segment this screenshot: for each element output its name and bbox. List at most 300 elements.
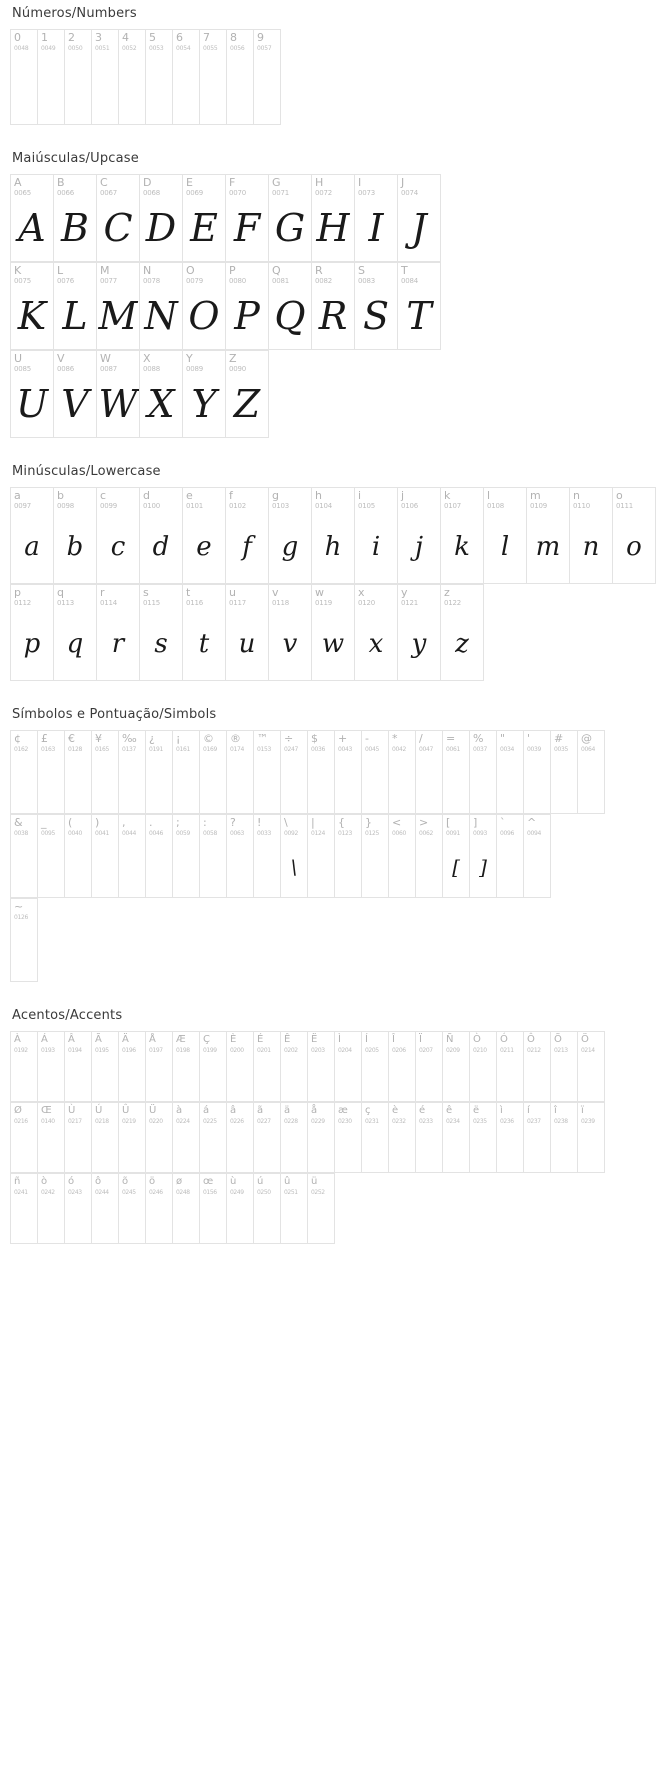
glyph-cell[interactable] (140, 263, 183, 350)
glyph-code-label: 0085 (14, 365, 32, 373)
glyph-cell[interactable] (227, 1032, 254, 1102)
glyph-char-label: Ù (68, 1105, 76, 1116)
glyph-cell[interactable] (11, 1032, 38, 1102)
glyph-cell[interactable] (54, 585, 97, 681)
glyph-char-label: Ü (149, 1105, 157, 1116)
glyph-char-label: = (446, 732, 456, 745)
glyph-cell[interactable] (308, 1032, 335, 1102)
glyph-cell[interactable] (200, 30, 227, 125)
glyph-preview (92, 1125, 118, 1173)
glyph-cell[interactable] (416, 1032, 443, 1102)
glyph-char-label: Ú (95, 1105, 103, 1116)
glyph-cell[interactable] (362, 1103, 389, 1173)
glyph-preview (578, 1054, 604, 1102)
glyph-code-label: 0217 (68, 1118, 82, 1125)
glyph-cell[interactable] (281, 1032, 308, 1102)
glyph-cell[interactable] (312, 175, 355, 262)
glyph-cell[interactable] (308, 1174, 335, 1244)
glyph-cell[interactable] (92, 30, 119, 125)
glyph-code-label: 0053 (149, 45, 164, 52)
glyph-cell[interactable] (173, 1103, 200, 1173)
glyph-preview: I (368, 206, 384, 250)
glyph-cell[interactable] (11, 30, 38, 125)
glyph-cell[interactable] (183, 175, 226, 262)
glyph-code-label: 0156 (203, 1189, 217, 1196)
glyph-code-label: 0153 (257, 746, 272, 753)
glyph-preview (227, 52, 253, 114)
glyph-preview (281, 1054, 307, 1102)
glyph-cell[interactable] (497, 1032, 524, 1102)
glyph-char-label: â (230, 1105, 237, 1116)
glyph-cell[interactable] (269, 263, 312, 350)
glyph-preview (11, 1196, 37, 1244)
glyph-cell[interactable] (11, 1174, 38, 1244)
glyph-preview (308, 1196, 334, 1244)
glyph-cell[interactable] (470, 1103, 497, 1173)
glyph-code-label: 0098 (57, 502, 75, 510)
glyph-code-label: 0192 (14, 1047, 28, 1054)
glyph-cell[interactable] (11, 1103, 38, 1173)
glyph-char-label: Q (272, 264, 281, 277)
glyph-cell[interactable] (200, 1032, 227, 1102)
glyph-preview (362, 755, 388, 810)
glyph-preview (200, 1054, 226, 1102)
glyph-cell[interactable] (54, 263, 97, 350)
glyph-preview (119, 755, 145, 810)
glyph-cell[interactable] (146, 30, 173, 125)
glyph-cell[interactable] (173, 1032, 200, 1102)
glyph-cell[interactable] (11, 175, 54, 262)
glyph-char-label: w (315, 586, 324, 599)
glyph-cell[interactable] (200, 1103, 227, 1173)
glyph-cell[interactable] (200, 815, 227, 898)
glyph-preview: o (626, 532, 642, 562)
glyph-cell[interactable] (470, 731, 497, 814)
glyph-cell[interactable] (11, 731, 38, 814)
glyph-cell[interactable] (54, 175, 97, 262)
glyph-preview (38, 1054, 64, 1102)
glyph-preview: j (414, 532, 424, 562)
glyph-code-label: 0227 (257, 1118, 271, 1125)
glyph-preview: u (238, 629, 256, 659)
glyph-char-label: û (284, 1176, 291, 1187)
glyph-cell[interactable] (281, 731, 308, 814)
glyph-preview (335, 839, 361, 894)
glyph-cell[interactable] (119, 1174, 146, 1244)
glyph-cell[interactable] (227, 30, 254, 125)
glyph-cell[interactable] (119, 1032, 146, 1102)
glyph-cell[interactable] (200, 731, 227, 814)
glyph-code-label: 0084 (401, 277, 419, 285)
glyph-code-label: 0211 (500, 1047, 514, 1054)
glyph-code-label: 0042 (392, 746, 407, 753)
glyph-cell[interactable] (524, 1103, 551, 1173)
glyph-preview (11, 839, 37, 894)
glyph-cell[interactable] (65, 1032, 92, 1102)
glyph-char-label: Ì (338, 1034, 341, 1045)
glyph-cell[interactable] (497, 1103, 524, 1173)
glyph-char-label: g (272, 489, 279, 502)
glyph-cell[interactable] (362, 815, 389, 898)
glyph-code-label: 0137 (122, 746, 137, 753)
glyph-code-label: 0219 (122, 1118, 136, 1125)
glyph-char-label: è (392, 1105, 399, 1116)
glyph-code-label: 0225 (203, 1118, 217, 1125)
glyph-code-label: 0195 (95, 1047, 109, 1054)
glyph-cell[interactable] (570, 488, 613, 584)
glyph-cell[interactable] (97, 175, 140, 262)
glyph-preview (65, 52, 91, 114)
glyph-cell[interactable] (146, 815, 173, 898)
glyph-cell[interactable] (389, 815, 416, 898)
glyph-preview (254, 1125, 280, 1173)
glyph-char-label: k (444, 489, 451, 502)
glyph-code-label: 0104 (315, 502, 333, 510)
glyph-cell[interactable] (484, 488, 527, 584)
glyph-cell[interactable] (355, 175, 398, 262)
glyph-code-label: 0233 (419, 1118, 433, 1125)
glyph-char-label: ¿ (149, 732, 155, 745)
glyph-char-label: B (57, 176, 65, 189)
glyph-cell[interactable] (226, 263, 269, 350)
glyph-cell[interactable] (335, 731, 362, 814)
glyph-cell[interactable] (226, 351, 269, 438)
glyph-code-label: 0124 (311, 830, 326, 837)
glyph-cell[interactable] (92, 731, 119, 814)
glyph-cell[interactable] (119, 30, 146, 125)
glyph-cell[interactable] (38, 815, 65, 898)
glyph-cell[interactable] (54, 488, 97, 584)
glyph-cell[interactable] (226, 175, 269, 262)
glyph-code-label: 0165 (95, 746, 110, 753)
glyph-char-label: î (554, 1105, 557, 1116)
glyph-cell[interactable] (389, 1032, 416, 1102)
glyph-cell[interactable] (443, 815, 470, 898)
glyph-cell[interactable] (254, 1032, 281, 1102)
glyph-cell[interactable] (398, 585, 441, 681)
glyph-cell[interactable] (65, 815, 92, 898)
glyph-cell[interactable] (335, 815, 362, 898)
glyph-code-label: 0209 (446, 1047, 460, 1054)
glyph-cell[interactable] (312, 263, 355, 350)
glyph-preview: c (110, 532, 126, 562)
glyph-row (10, 350, 269, 438)
glyph-char-label: Ä (122, 1034, 129, 1045)
glyph-cell[interactable] (308, 815, 335, 898)
glyph-char-label: n (573, 489, 580, 502)
glyph-cell[interactable] (119, 1103, 146, 1173)
glyph-cell[interactable] (92, 1032, 119, 1102)
glyph-cell[interactable] (254, 731, 281, 814)
glyph-cell[interactable] (524, 815, 551, 898)
glyph-cell[interactable] (65, 731, 92, 814)
glyph-code-label: 0060 (392, 830, 407, 837)
glyph-preview: k (454, 532, 470, 562)
glyph-code-label: 0220 (149, 1118, 163, 1125)
glyph-cell[interactable] (527, 488, 570, 584)
glyph-code-label: 0214 (581, 1047, 595, 1054)
glyph-char-label: æ (338, 1105, 348, 1116)
glyph-char-label: H (315, 176, 324, 189)
glyph-cell[interactable] (65, 1174, 92, 1244)
glyph-code-label: 0245 (122, 1189, 136, 1196)
glyph-preview (254, 1054, 280, 1102)
glyph-cell[interactable] (226, 585, 269, 681)
glyph-cell[interactable] (227, 1174, 254, 1244)
glyph-row (10, 262, 441, 350)
glyph-code-label: 0199 (203, 1047, 217, 1054)
glyph-preview (92, 839, 118, 894)
glyph-cell[interactable] (254, 815, 281, 898)
glyph-char-label: W (100, 352, 111, 365)
glyph-cell[interactable] (389, 731, 416, 814)
glyph-cell[interactable] (578, 731, 605, 814)
glyph-code-label: 0039 (527, 746, 542, 753)
glyph-cell[interactable] (226, 488, 269, 584)
glyph-cell[interactable] (38, 1103, 65, 1173)
glyph-cell[interactable] (11, 815, 38, 898)
glyph-cell[interactable] (38, 1032, 65, 1102)
glyph-section (0, 151, 661, 438)
glyph-cell[interactable] (183, 585, 226, 681)
glyph-cell[interactable] (183, 488, 226, 584)
glyph-preview (92, 755, 118, 810)
glyph-code-label: 0115 (143, 599, 161, 607)
glyph-char-label: , (122, 816, 126, 829)
glyph-cell[interactable] (269, 488, 312, 584)
glyph-cell[interactable] (11, 351, 54, 438)
glyph-cell[interactable] (173, 815, 200, 898)
glyph-cell[interactable] (119, 731, 146, 814)
glyph-cell[interactable] (65, 1103, 92, 1173)
glyph-char-label: ë (473, 1105, 480, 1116)
glyph-cell[interactable] (281, 1174, 308, 1244)
glyph-char-label: í (527, 1105, 530, 1116)
glyph-code-label: 0163 (41, 746, 56, 753)
glyph-cell[interactable] (97, 488, 140, 584)
glyph-code-label: 0045 (365, 746, 380, 753)
glyph-cell[interactable] (146, 731, 173, 814)
glyph-code-label: 0049 (41, 45, 56, 52)
glyph-cell[interactable] (281, 815, 308, 898)
glyph-cell[interactable] (441, 585, 484, 681)
glyph-cell[interactable] (312, 488, 355, 584)
glyph-code-label: 0193 (41, 1047, 55, 1054)
glyph-cell[interactable] (416, 731, 443, 814)
glyph-cell[interactable] (524, 1032, 551, 1102)
glyph-code-label: 0120 (358, 599, 376, 607)
glyph-cell[interactable] (398, 175, 441, 262)
glyph-cell[interactable] (335, 1032, 362, 1102)
glyph-cell[interactable] (551, 1103, 578, 1173)
glyph-row (10, 730, 605, 814)
glyph-code-label: 0095 (41, 830, 56, 837)
glyph-cell[interactable] (54, 351, 97, 438)
glyph-cell[interactable] (578, 1103, 605, 1173)
glyph-cell[interactable] (524, 731, 551, 814)
glyph-cell[interactable] (269, 175, 312, 262)
glyph-code-label: 0091 (446, 830, 461, 837)
glyph-preview: M (98, 294, 138, 338)
glyph-preview: x (368, 629, 384, 659)
glyph-cell[interactable] (200, 1174, 227, 1244)
glyph-code-label: 0093 (473, 830, 488, 837)
glyph-cell[interactable] (65, 30, 92, 125)
glyph-cell[interactable] (578, 1032, 605, 1102)
glyph-code-label: 0243 (68, 1189, 82, 1196)
glyph-preview (254, 52, 280, 114)
glyph-code-label: 0169 (203, 746, 218, 753)
glyph-cell[interactable] (497, 731, 524, 814)
glyph-cell[interactable] (11, 263, 54, 350)
glyph-preview (551, 1054, 577, 1102)
glyph-code-label: 0210 (473, 1047, 487, 1054)
section-title: Minúsculas/Lowercase (12, 464, 161, 479)
glyph-cell[interactable] (441, 488, 484, 584)
glyph-code-label: 0033 (257, 830, 272, 837)
glyph-char-label: E (186, 176, 193, 189)
glyph-cell[interactable] (416, 815, 443, 898)
glyph-cell[interactable] (11, 899, 38, 982)
glyph-char-label: P (229, 264, 236, 277)
glyph-code-label: 0203 (311, 1047, 325, 1054)
glyph-code-label: 0035 (554, 746, 569, 753)
glyph-code-label: 0065 (14, 189, 32, 197)
glyph-code-label: 0140 (41, 1118, 55, 1125)
glyph-code-label: 0161 (176, 746, 191, 753)
glyph-cell[interactable] (97, 263, 140, 350)
glyph-cell[interactable] (146, 1174, 173, 1244)
glyph-code-label: 0105 (358, 502, 376, 510)
glyph-cell[interactable] (140, 585, 183, 681)
glyph-cell[interactable] (146, 1103, 173, 1173)
glyph-preview: D (145, 206, 177, 250)
glyph-preview (11, 52, 37, 114)
glyph-cell[interactable] (398, 488, 441, 584)
glyph-cell[interactable] (335, 1103, 362, 1173)
glyph-cell[interactable] (551, 731, 578, 814)
glyph-cell[interactable] (92, 1103, 119, 1173)
glyph-preview (308, 755, 334, 810)
glyph-code-label: 0238 (554, 1118, 568, 1125)
glyph-char-label: ¥ (95, 732, 102, 745)
glyph-cell[interactable] (140, 351, 183, 438)
glyph-cell[interactable] (140, 488, 183, 584)
glyph-code-label: 0057 (257, 45, 272, 52)
glyph-cell[interactable] (173, 30, 200, 125)
glyph-cell[interactable] (92, 815, 119, 898)
glyph-cell[interactable] (416, 1103, 443, 1173)
glyph-cell[interactable] (183, 263, 226, 350)
glyph-cell[interactable] (312, 585, 355, 681)
glyph-char-label: O (186, 264, 195, 277)
glyph-cell[interactable] (398, 263, 441, 350)
glyph-cell[interactable] (355, 585, 398, 681)
glyph-char-label: 6 (176, 31, 183, 44)
glyph-preview (551, 1125, 577, 1173)
glyph-cell[interactable] (443, 1032, 470, 1102)
glyph-cell[interactable] (140, 175, 183, 262)
glyph-cell[interactable] (355, 488, 398, 584)
glyph-cell[interactable] (281, 1103, 308, 1173)
glyph-preview: A (18, 206, 46, 250)
glyph-cell[interactable] (11, 488, 54, 584)
glyph-cell[interactable] (254, 1174, 281, 1244)
glyph-code-label: 0123 (338, 830, 353, 837)
glyph-cell[interactable] (92, 1174, 119, 1244)
glyph-preview (119, 52, 145, 114)
glyph-cell[interactable] (173, 731, 200, 814)
glyph-code-label: 0244 (95, 1189, 109, 1196)
glyph-cell[interactable] (470, 1032, 497, 1102)
glyph-cell[interactable] (38, 731, 65, 814)
glyph-cell[interactable] (389, 1103, 416, 1173)
glyph-cell[interactable] (227, 815, 254, 898)
glyph-cell[interactable] (362, 1032, 389, 1102)
glyph-code-label: 0102 (229, 502, 247, 510)
glyph-preview (173, 755, 199, 810)
glyph-cell[interactable] (183, 351, 226, 438)
glyph-cell[interactable] (551, 1032, 578, 1102)
glyph-cell[interactable] (443, 731, 470, 814)
glyph-cell[interactable] (362, 731, 389, 814)
glyph-cell[interactable] (97, 351, 140, 438)
section-title: Acentos/Accents (12, 1008, 123, 1023)
glyph-cell[interactable] (613, 488, 656, 584)
glyph-preview: r (111, 629, 125, 659)
glyph-cell[interactable] (173, 1174, 200, 1244)
glyph-code-label: 0125 (365, 830, 380, 837)
glyph-code-label: 0058 (203, 830, 218, 837)
glyph-cell[interactable] (443, 1103, 470, 1173)
glyph-cell[interactable] (470, 815, 497, 898)
glyph-char-label: © (203, 732, 214, 745)
glyph-cell[interactable] (254, 1103, 281, 1173)
glyph-row (10, 29, 281, 125)
glyph-preview: b (66, 532, 84, 562)
glyph-cell[interactable] (97, 585, 140, 681)
glyph-code-label: 0232 (392, 1118, 406, 1125)
glyph-char-label: ¡ (176, 732, 181, 745)
glyph-char-label: u (229, 586, 236, 599)
glyph-cell[interactable] (11, 585, 54, 681)
glyph-cell[interactable] (254, 30, 281, 125)
glyph-char-label: p (14, 586, 21, 599)
glyph-cell[interactable] (38, 30, 65, 125)
glyph-preview (38, 52, 64, 114)
glyph-preview (497, 755, 523, 810)
glyph-cell[interactable] (269, 585, 312, 681)
glyph-cell[interactable] (38, 1174, 65, 1244)
glyph-char-label: ; (176, 816, 180, 829)
glyph-cell[interactable] (227, 731, 254, 814)
glyph-cell[interactable] (227, 1103, 254, 1173)
glyph-cell[interactable] (497, 815, 524, 898)
glyph-char-label: " (500, 732, 506, 745)
glyph-char-label: U (14, 352, 23, 365)
glyph-char-label: I (358, 176, 362, 189)
glyph-char-label: å (311, 1105, 318, 1116)
glyph-preview: n (582, 532, 600, 562)
glyph-cell[interactable] (308, 731, 335, 814)
glyph-preview (65, 1196, 91, 1244)
glyph-cell[interactable] (308, 1103, 335, 1173)
glyph-code-label: 0087 (100, 365, 118, 373)
glyph-cell[interactable] (355, 263, 398, 350)
glyph-cell[interactable] (146, 1032, 173, 1102)
glyph-char-label: N (143, 264, 152, 277)
glyph-cell[interactable] (119, 815, 146, 898)
